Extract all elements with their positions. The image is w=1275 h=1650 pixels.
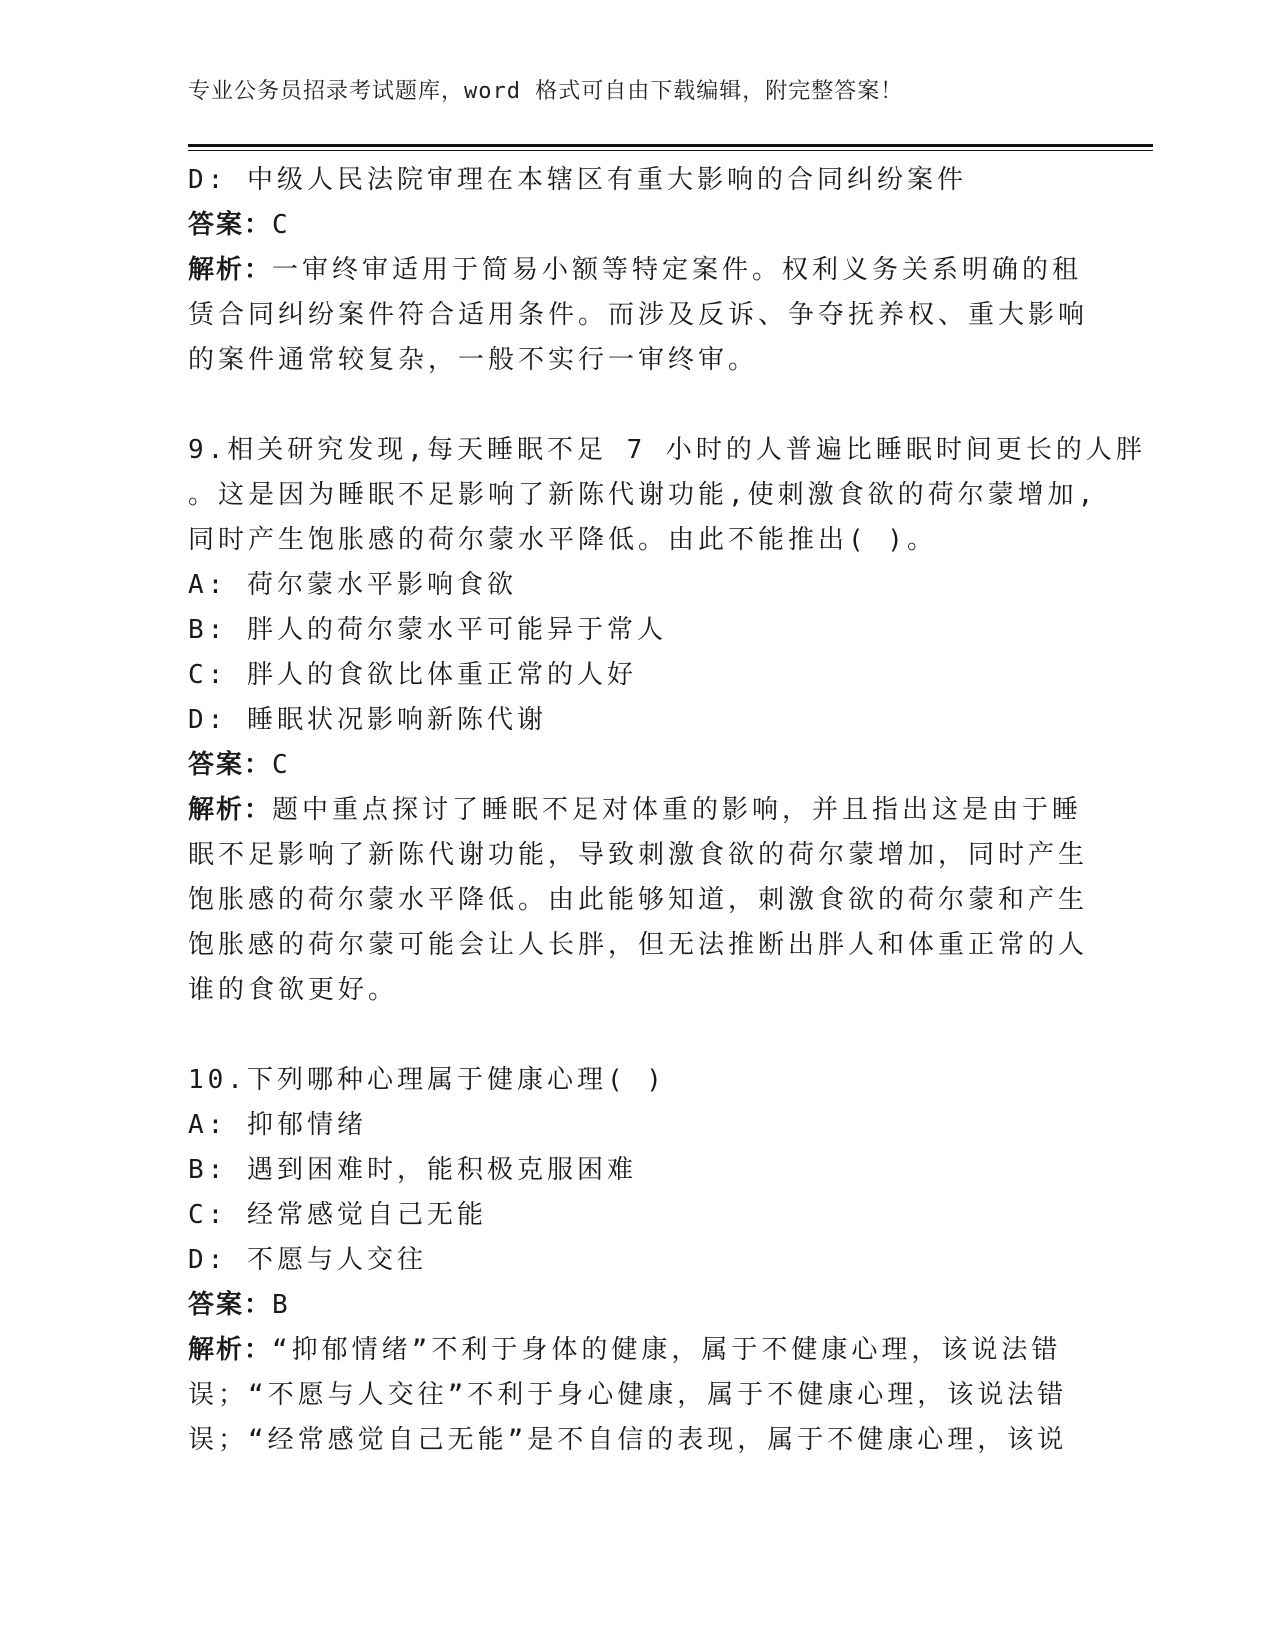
option-b: B: 遇到困难时，能积极克服困难 [188, 1155, 637, 1185]
analysis-label: 解析： [188, 795, 273, 825]
answer-line [188, 203, 1088, 248]
analysis-text: 误；“经常感觉自己无能”是不自信的表现，属于不健康心理，该说 [188, 1425, 1068, 1455]
analysis-text: “抑郁情绪”不利于身体的健康，属于不健康心理，该说法错 [272, 1335, 1062, 1365]
page-header: 专业公务员招录考试题库，word 格式可自由下载编辑，附完整答案！ [188, 79, 904, 104]
option-c: C: 经常感觉自己无能 [188, 1200, 487, 1230]
option-a: A: 抑郁情绪 [188, 1110, 367, 1140]
question-stem: 。这是因为睡眠不足影响了新陈代谢功能,使刺激食欲的荷尔蒙增加, [188, 480, 1098, 510]
answer-value: C [272, 210, 292, 240]
analysis-text: 赁合同纠纷案件符合适用条件。而涉及反诉、争夺抚养权、重大影响 [188, 300, 1089, 330]
answer-label: 答案： [188, 210, 273, 240]
option-d: D: 中级人民法院审理在本辖区有重大影响的合同纠纷案件 [188, 165, 967, 195]
question-stem: 9.相关研究发现,每天睡眠不足 7 小时的人普遍比睡眠时间更长的人胖 [188, 435, 1146, 465]
answer-label: 答案： [188, 1290, 273, 1320]
analysis-text: 误；“不愿与人交往”不利于身心健康，属于不健康心理，该说法错 [188, 1380, 1068, 1410]
analysis-text: 一审终审适用于简易小额等特定案件。权利义务关系明确的租 [272, 255, 1083, 285]
analysis-line [188, 248, 1088, 293]
analysis-text: 眠不足影响了新陈代谢功能，导致刺激食欲的荷尔蒙增加，同时产生 [188, 840, 1089, 870]
answer-value: B [272, 1290, 292, 1320]
question-stem: 同时产生饱胀感的荷尔蒙水平降低。由此不能推出( )。 [188, 525, 937, 555]
analysis-text: 的案件通常较复杂，一般不实行一审终审。 [188, 345, 759, 375]
option-b: B: 胖人的荷尔蒙水平可能异于常人 [188, 615, 667, 645]
question-stem: 10.下列哪种心理属于健康心理( ) [188, 1065, 666, 1095]
analysis-text: 饱胀感的荷尔蒙水平降低。由此能够知道，刺激食欲的荷尔蒙和产生 [188, 885, 1089, 915]
header-rule-thick [188, 144, 1153, 147]
option-a: A: 荷尔蒙水平影响食欲 [188, 570, 517, 600]
document-body [188, 158, 1146, 1463]
analysis-label: 解析： [188, 1335, 273, 1365]
answer-label: 答案： [188, 750, 273, 780]
header-rule-thin [188, 150, 1153, 151]
option-d: D: 不愿与人交往 [188, 1245, 427, 1275]
answer-line [188, 1283, 1088, 1328]
spacer [188, 383, 1088, 428]
answer-line [188, 743, 1088, 788]
option-c: C: 胖人的食欲比体重正常的人好 [188, 660, 637, 690]
analysis-text: 谁的食欲更好。 [188, 975, 399, 1005]
answer-value: C [272, 750, 292, 780]
analysis-label: 解析： [188, 255, 273, 285]
option-d: D: 睡眠状况影响新陈代谢 [188, 705, 547, 735]
analysis-line [188, 788, 1088, 833]
spacer [188, 1013, 1088, 1058]
analysis-line [188, 1328, 1088, 1373]
analysis-text: 饱胀感的荷尔蒙可能会让人长胖，但无法推断出胖人和体重正常的人 [188, 930, 1089, 960]
analysis-text: 题中重点探讨了睡眠不足对体重的影响，并且指出这是由于睡 [272, 795, 1083, 825]
